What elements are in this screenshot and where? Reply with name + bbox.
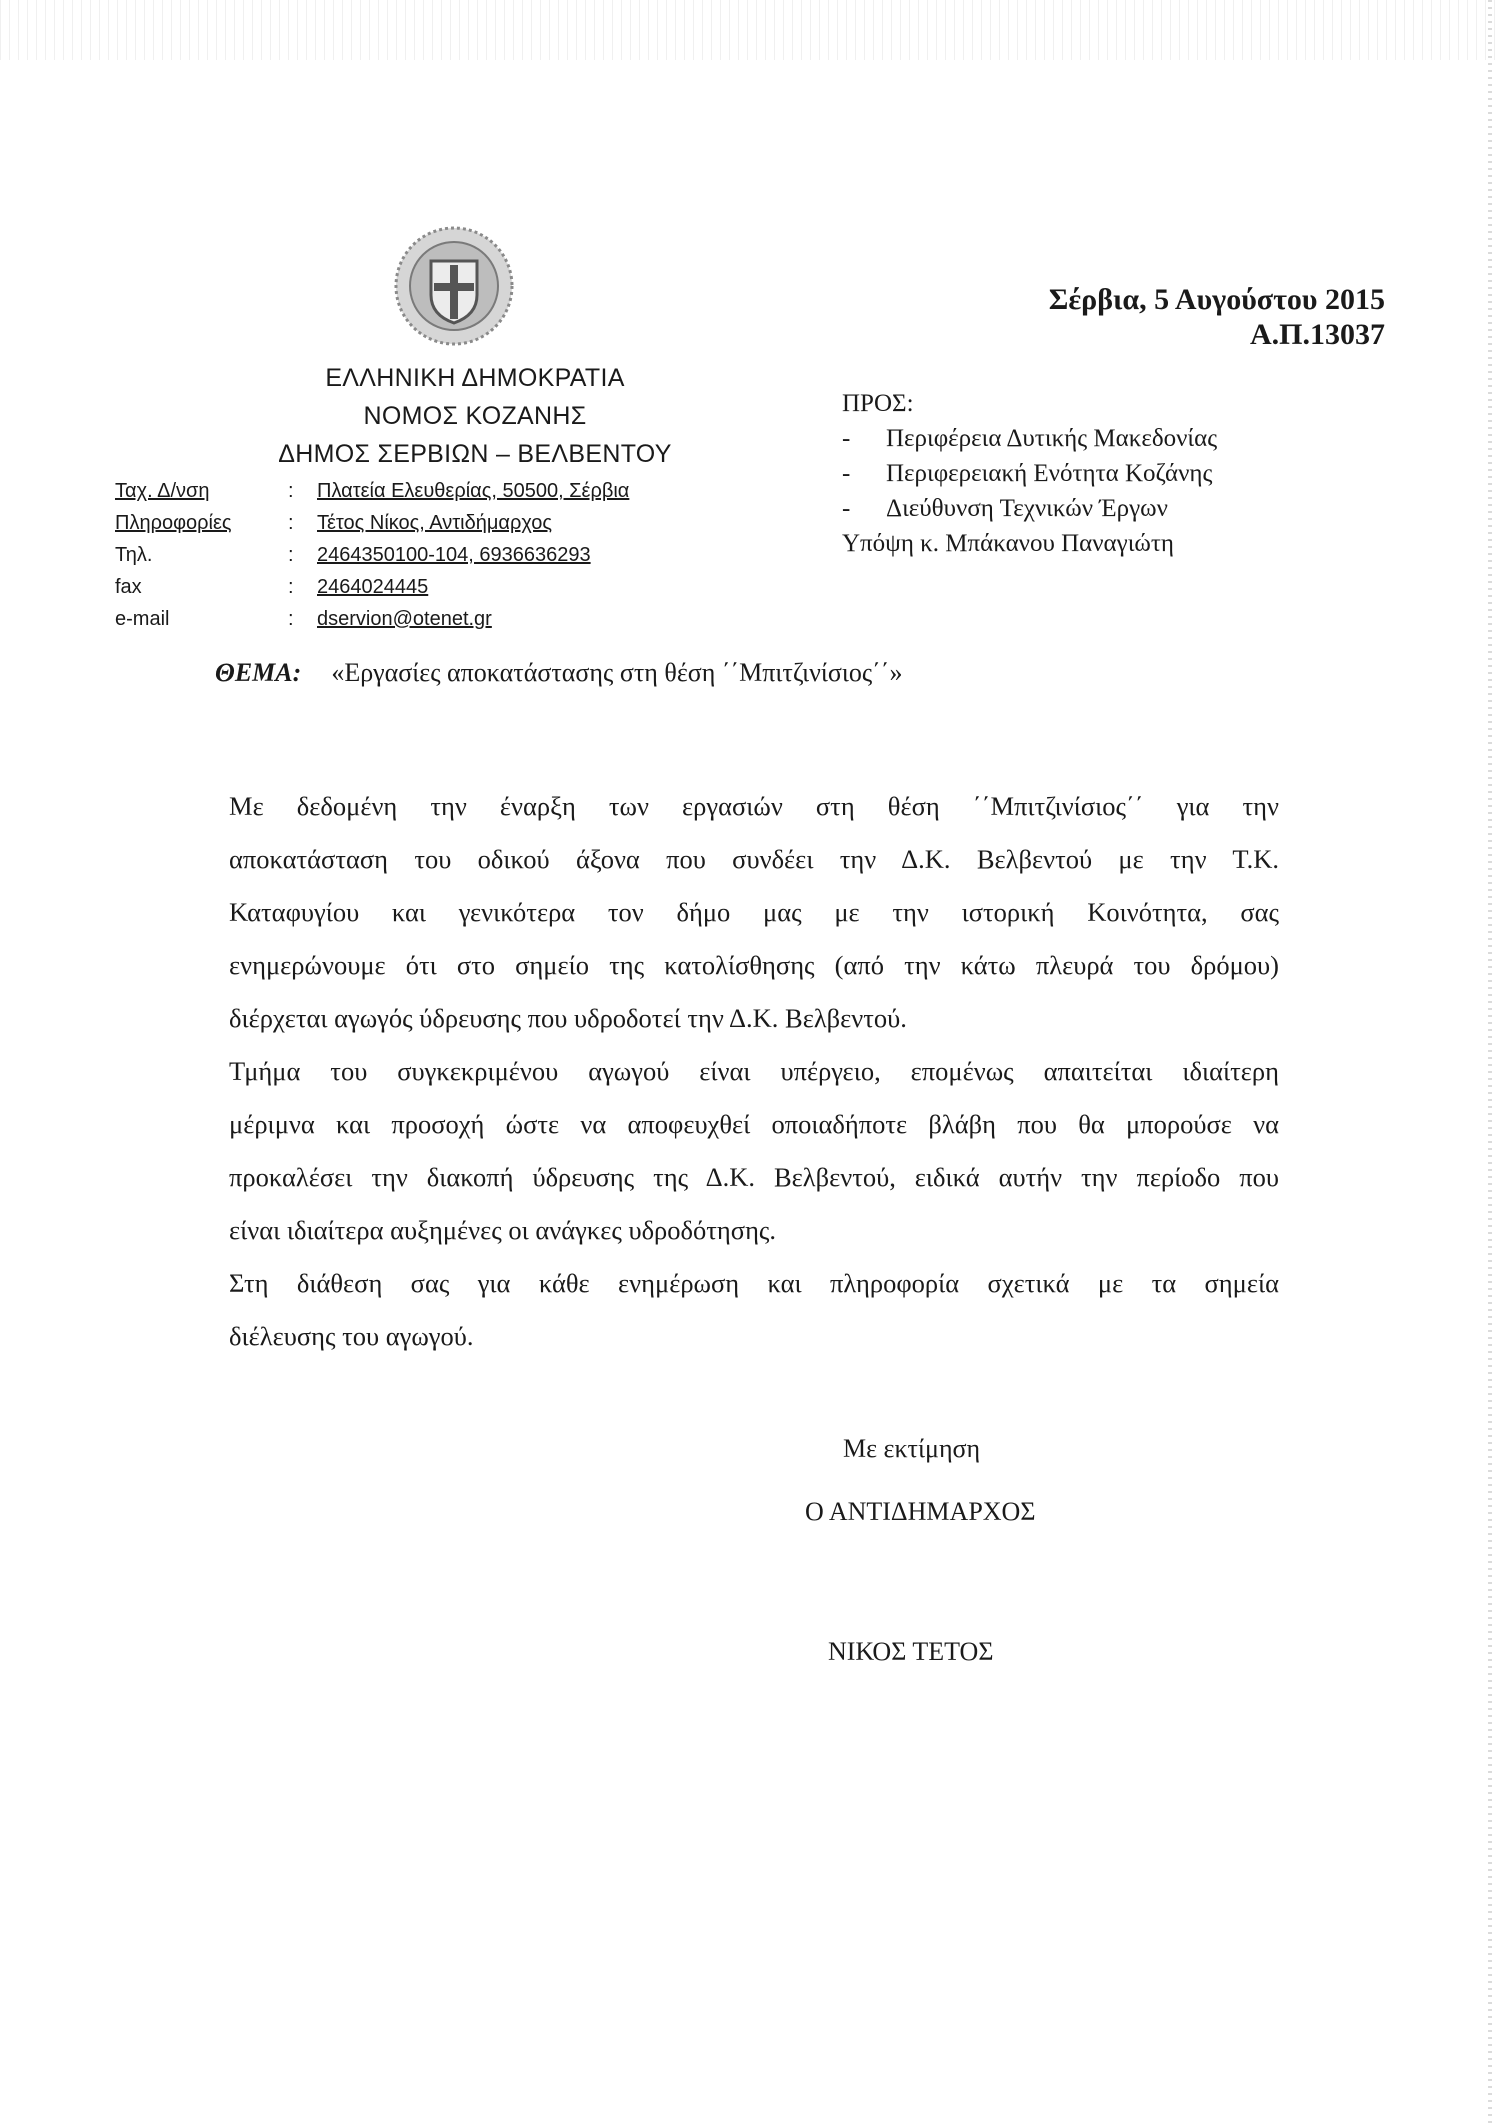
- contact-value-address: Πλατεία Ελευθερίας, 50500, Σέρβια: [317, 480, 630, 502]
- scan-edge-right: [1488, 0, 1492, 2123]
- recipient-item: - Περιφερειακή Ενότητα Κοζάνης: [842, 460, 1213, 487]
- recipient-label: Διεύθυνση Τεχνικών Έργων: [886, 495, 1168, 522]
- closing-salutation: Με εκτίμηση: [843, 1434, 981, 1463]
- subject-line: [215, 658, 902, 688]
- contact-label-phone: Τηλ.: [115, 544, 153, 566]
- body-line: Τμήμα του συγκεκριμένου αγωγού είναι υπέργειο, επομένως απαιτείται ιδιαίτερη: [229, 1056, 1279, 1086]
- recipient-label: Περιφερειακή Ενότητα Κοζάνης: [886, 460, 1213, 487]
- contact-colon: :: [288, 480, 294, 502]
- greek-coat-of-arms-icon: [393, 225, 515, 347]
- recipient-label: Περιφέρεια Δυτικής Μακεδονίας: [886, 425, 1218, 452]
- body-line: διέλευσης του αγωγού.: [229, 1321, 474, 1351]
- contact-value-email: dservion@otenet.gr: [317, 608, 492, 630]
- contact-colon: :: [288, 608, 294, 630]
- header-line-2: ΝΟΜΟΣ ΚΟΖΑΝΗΣ: [363, 402, 587, 430]
- recipient-item: - Διεύθυνση Τεχνικών Έργων: [842, 495, 1168, 522]
- subject-label: ΘΕΜΑ:: [215, 658, 302, 687]
- contact-label-address: Ταχ. Δ/νση: [115, 480, 210, 502]
- contact-label-info: Πληροφορίες: [115, 512, 232, 534]
- body-line: αποκατάσταση του οδικού άξονα που συνδέει την Δ.Κ. Βελβεντού με την Τ.Κ.: [229, 844, 1279, 874]
- closing-title: Ο ΑΝΤΙΔΗΜΑΡΧΟΣ: [805, 1497, 1036, 1526]
- contact-colon: :: [288, 512, 294, 534]
- body-paragraph-3: [229, 1257, 1279, 1363]
- contact-value-info: Τέτος Νίκος, Αντιδήμαρχος: [317, 512, 553, 534]
- body-line: Με δεδομένη την έναρξη των εργασιών στη θέση ΄΄Μπιτζινίσιος΄΄ για την: [229, 791, 1279, 821]
- body-line: ενημερώνουμε ότι στο σημείο της κατολίσθησης (από την κάτω πλευρά του δρόμου): [229, 950, 1279, 980]
- contact-colon: :: [288, 576, 294, 598]
- scan-noise-top: [0, 0, 1500, 60]
- subject-text: «Εργασίες αποκατάστασης στη θέση ΄΄Μπιτζινίσιος΄΄»: [331, 658, 903, 687]
- body-line: διέρχεται αγωγός ύδρευσης που υδροδοτεί την Δ.Κ. Βελβεντού.: [229, 1003, 907, 1033]
- body-line: μέριμνα και προσοχή ώστε να αποφευχθεί οποιαδήποτε βλάβη που θα μπορούσε να: [229, 1109, 1279, 1139]
- body-line: προκαλέσει την διακοπή ύδρευσης της Δ.Κ. Βελβεντού, ειδικά αυτήν την περίοδο που: [229, 1162, 1279, 1192]
- contact-label-email: e-mail: [115, 608, 170, 630]
- body-line: Καταφυγίου και γενικότερα τον δήμο μας με την ιστορική Κοινότητα, σας: [229, 897, 1279, 927]
- contact-colon: :: [288, 544, 294, 566]
- contact-label-fax: fax: [115, 576, 142, 598]
- signatory-name: ΝΙΚΟΣ ΤΕΤΟΣ: [828, 1637, 994, 1666]
- recipient-item: - Περιφέρεια Δυτικής Μακεδονίας: [842, 425, 1218, 452]
- body-paragraph-2: [229, 1045, 1279, 1257]
- body-line: είναι ιδιαίτερα αυξημένες οι ανάγκες υδροδότησης.: [229, 1215, 777, 1245]
- date-line: Σέρβια, 5 Αυγούστου 2015: [1048, 283, 1385, 316]
- contact-value-fax: 2464024445: [317, 576, 429, 598]
- recipient-attention: Υπόψη κ. Μπάκανου Παναγιώτη: [842, 530, 1175, 557]
- body-line: Στη διάθεση σας για κάθε ενημέρωση και πληροφορία σχετικά με τα σημεία: [229, 1268, 1279, 1298]
- protocol-number: Α.Π.13037: [1250, 318, 1385, 351]
- body-paragraph-1: [229, 780, 1279, 1045]
- header-line-1: ΕΛΛΗΝΙΚΗ ΔΗΜΟΚΡΑΤΙΑ: [325, 364, 625, 392]
- header-line-3: ΔΗΜΟΣ ΣΕΡΒΙΩΝ – ΒΕΛΒΕΝΤΟΥ: [278, 440, 672, 468]
- contact-value-phone: 2464350100-104, 6936636293: [317, 544, 591, 566]
- recipients-heading: ΠΡΟΣ:: [842, 390, 914, 417]
